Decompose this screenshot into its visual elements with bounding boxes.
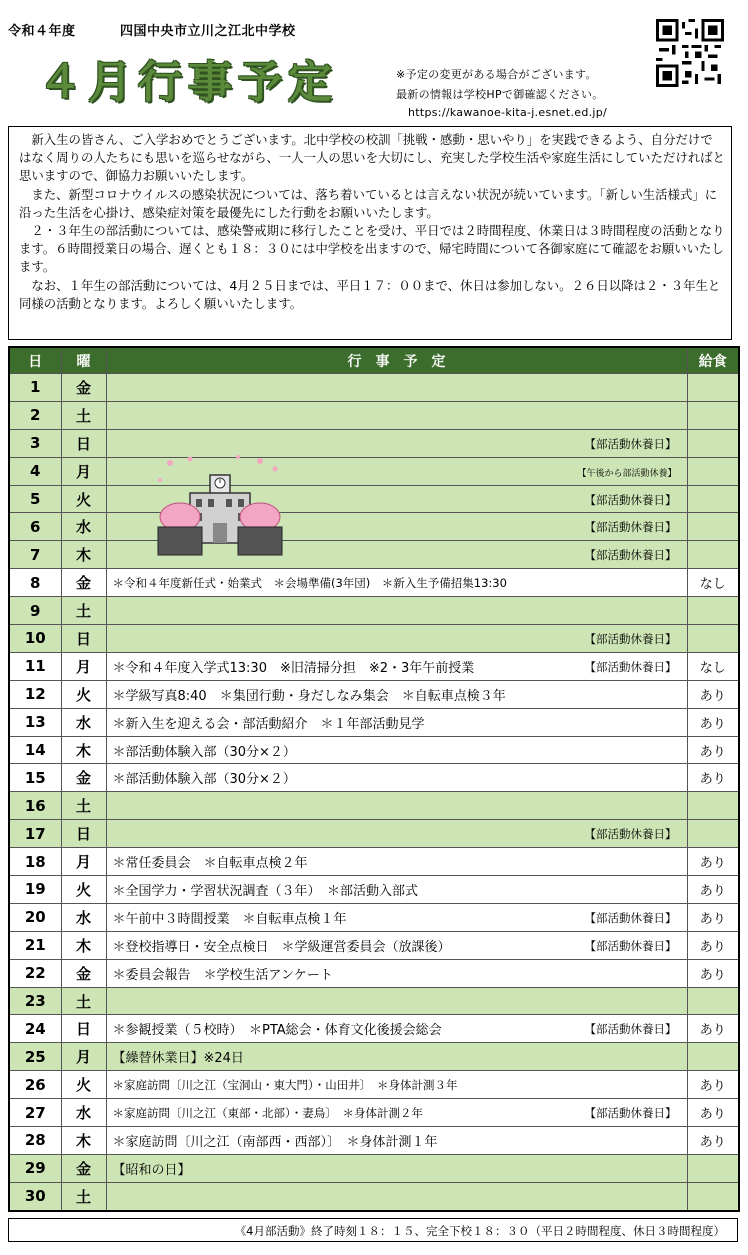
day-cell: 10 (9, 625, 61, 653)
event-cell (106, 429, 687, 457)
table-row (9, 680, 739, 708)
event-text: ＊常任委員会 ＊自転車点検２年 (112, 856, 308, 872)
day-cell: 19 (9, 876, 61, 904)
weekday-cell: 金 (61, 959, 106, 987)
qr-code-icon[interactable] (656, 19, 724, 87)
event-cell (106, 1154, 687, 1182)
event-cell (106, 1015, 687, 1043)
weekday-cell: 水 (61, 1099, 106, 1127)
header-note-1: ※予定の変更がある場合がございます。 (396, 68, 597, 81)
table-row (9, 848, 739, 876)
weekday-cell: 土 (61, 792, 106, 820)
header-url[interactable]: https://kawanoe-kita-j.esnet.ed.jp/ (408, 106, 608, 119)
weekday-cell: 金 (61, 764, 106, 792)
weekday-cell: 火 (61, 1071, 106, 1099)
weekday-cell: 水 (61, 903, 106, 931)
table-row (9, 597, 739, 625)
event-cell (106, 792, 687, 820)
event-text: 【昭和の日】 (112, 1162, 191, 1178)
schedule-table (8, 346, 740, 1212)
event-cell (106, 987, 687, 1015)
day-cell: 17 (9, 820, 61, 848)
header-year: 令和４年度 (8, 24, 76, 39)
school-building-illustration (150, 455, 290, 565)
club-rest-label: 【部活動休養日】 (584, 436, 677, 451)
intro-paragraph: ２・３年生の部活動については、感染警戒期に移行したことを受け、平日では２時間程度、休業日は３時間程度の活動となります。６時間授業日の場合、遅くとも１８：３０には中学校を出ますので、帰宅時間について各御家庭にて確認をお願いいたします。 (19, 223, 725, 275)
day-cell: 15 (9, 764, 61, 792)
event-text: ＊家庭訪問〔川之江（東部・北部）・妻鳥〕 ＊身体計測２年 (112, 1105, 423, 1120)
weekday-cell: 木 (61, 541, 106, 569)
event-cell (106, 680, 687, 708)
lunch-cell (687, 1043, 739, 1071)
lunch-cell: あり (687, 848, 739, 876)
header-note-2: 最新の情報は学校HPで御確認ください。 (396, 88, 604, 101)
weekday-cell: 金 (61, 1154, 106, 1182)
lunch-cell (687, 1182, 739, 1210)
event-text: 【繰替休業日】※24日 (112, 1051, 244, 1067)
day-cell: 13 (9, 708, 61, 736)
lunch-cell: あり (687, 1071, 739, 1099)
header-day: 日 (9, 347, 61, 374)
day-cell: 8 (9, 569, 61, 597)
lunch-cell: あり (687, 931, 739, 959)
day-cell: 16 (9, 792, 61, 820)
weekday-cell: 土 (61, 401, 106, 429)
weekday-cell: 水 (61, 708, 106, 736)
weekday-cell: 木 (61, 1127, 106, 1155)
weekday-cell: 金 (61, 374, 106, 402)
day-cell: 1 (9, 374, 61, 402)
club-rest-label: 【部活動休養日】 (584, 910, 677, 925)
day-cell: 12 (9, 680, 61, 708)
table-row (9, 1015, 739, 1043)
intro-paragraph: なお、１年生の部活動については、4月２５日までは、平日１７：００まで、休日は参加しない。２６日以降は２・３年生と同様の活動となります。よろしく願いいたします。 (19, 277, 721, 311)
lunch-cell (687, 987, 739, 1015)
table-row (9, 959, 739, 987)
event-text: ＊令和４年度入学式13:30 ※旧清掃分担 ※2・3年午前授業 (112, 660, 475, 676)
event-text: ＊委員会報告 ＊学校生活アンケート (112, 967, 333, 983)
day-cell: 24 (9, 1015, 61, 1043)
day-cell: 28 (9, 1127, 61, 1155)
event-cell (106, 1127, 687, 1155)
table-row (9, 374, 739, 402)
club-rest-label: 【部活動休養日】 (584, 492, 677, 507)
footer-club-note: 《4月部活動》終了時刻１８：１５、完全下校１８：３０（平日２時間程度、休日３時間程度） (8, 1218, 738, 1242)
event-text: ＊部活動体験入部（30分×２） (112, 744, 296, 760)
table-row (9, 931, 739, 959)
event-cell (106, 569, 687, 597)
lunch-cell: あり (687, 736, 739, 764)
lunch-cell (687, 401, 739, 429)
table-row (9, 903, 739, 931)
club-rest-label: 【部活動休養日】 (584, 1106, 677, 1121)
day-cell: 27 (9, 1099, 61, 1127)
event-cell (106, 652, 687, 680)
day-cell: 11 (9, 652, 61, 680)
weekday-cell: 土 (61, 1182, 106, 1210)
weekday-cell: 火 (61, 485, 106, 513)
lunch-cell (687, 792, 739, 820)
weekday-cell: 木 (61, 931, 106, 959)
table-row (9, 708, 739, 736)
weekday-cell: 月 (61, 1043, 106, 1071)
day-cell: 5 (9, 485, 61, 513)
club-rest-label: 【部活動休養日】 (584, 632, 677, 647)
lunch-cell: あり (687, 1015, 739, 1043)
day-cell: 29 (9, 1154, 61, 1182)
day-cell: 22 (9, 959, 61, 987)
table-row (9, 764, 739, 792)
lunch-cell: あり (687, 959, 739, 987)
day-cell: 25 (9, 1043, 61, 1071)
lunch-cell: あり (687, 876, 739, 904)
table-row (9, 1182, 739, 1210)
table-row (9, 820, 739, 848)
table-row (9, 876, 739, 904)
event-cell (106, 931, 687, 959)
table-row (9, 736, 739, 764)
table-row (9, 541, 739, 569)
event-cell (106, 876, 687, 904)
event-text: ＊家庭訪問〔川之江（南部西・西部）〕 ＊身体計測１年 (112, 1134, 438, 1150)
table-row (9, 401, 739, 429)
event-text: ＊部活動体験入部（30分×２） (112, 772, 296, 788)
event-cell (106, 959, 687, 987)
lunch-cell: あり (687, 708, 739, 736)
day-cell: 14 (9, 736, 61, 764)
lunch-cell: なし (687, 569, 739, 597)
lunch-cell: なし (687, 652, 739, 680)
table-row (9, 1099, 739, 1127)
page-title: ４月行事予定 (38, 57, 338, 108)
lunch-cell: あり (687, 680, 739, 708)
table-header-row (9, 347, 739, 374)
table-row (9, 1127, 739, 1155)
event-cell (106, 625, 687, 653)
event-cell (106, 903, 687, 931)
day-cell: 21 (9, 931, 61, 959)
day-cell: 18 (9, 848, 61, 876)
lunch-cell (687, 541, 739, 569)
club-rest-label: 【部活動休養日】 (584, 548, 677, 563)
lunch-cell: あり (687, 764, 739, 792)
weekday-cell: 木 (61, 736, 106, 764)
lunch-cell (687, 457, 739, 485)
event-cell (106, 1071, 687, 1099)
header-events: 行 事 予 定 (106, 347, 687, 374)
event-cell (106, 708, 687, 736)
table-row (9, 987, 739, 1015)
weekday-cell: 月 (61, 848, 106, 876)
table-row (9, 569, 739, 597)
table-row (9, 485, 739, 513)
table-row (9, 1071, 739, 1099)
day-cell: 26 (9, 1071, 61, 1099)
event-text: ＊学級写真8:40 ＊集団行動・身だしなみ集会 ＊自転車点検３年 (112, 688, 506, 704)
event-cell (106, 401, 687, 429)
lunch-cell (687, 597, 739, 625)
weekday-cell: 日 (61, 429, 106, 457)
weekday-cell: 土 (61, 987, 106, 1015)
intro-paragraph: 新入生の皆さん、ご入学おめでとうございます。北中学校の校訓「挑戦・感動・思いやり」を実践できるよう、自分だけではなく周りの人たちにも思いを巡らせながら、一人一人の思いを大切にし、充実した学校生活や家庭生活にしていただければと思いますので、御協力お願いいたします。 (19, 132, 725, 184)
weekday-cell: 水 (61, 513, 106, 541)
table-row (9, 429, 739, 457)
header-lunch: 給食 (687, 347, 739, 374)
event-text: ＊午前中３時間授業 ＊自転車点検１年 (112, 911, 347, 927)
intro-message (8, 126, 732, 340)
day-cell: 7 (9, 541, 61, 569)
day-cell: 2 (9, 401, 61, 429)
weekday-cell: 土 (61, 597, 106, 625)
day-cell: 6 (9, 513, 61, 541)
day-cell: 3 (9, 429, 61, 457)
table-row (9, 792, 739, 820)
event-cell (106, 820, 687, 848)
club-rest-label: 【部活動休養日】 (584, 659, 677, 674)
day-cell: 30 (9, 1182, 61, 1210)
event-text: ＊令和４年度新任式・始業式 ＊会場準備(3年団) ＊新入生予備招集13:30 (112, 575, 507, 590)
lunch-cell (687, 485, 739, 513)
table-row (9, 513, 739, 541)
event-cell (106, 374, 687, 402)
table-row (9, 652, 739, 680)
weekday-cell: 月 (61, 652, 106, 680)
lunch-cell (687, 820, 739, 848)
table-row (9, 457, 739, 485)
day-cell: 4 (9, 457, 61, 485)
club-rest-label: 【部活動休養日】 (584, 520, 677, 535)
weekday-cell: 日 (61, 1015, 106, 1043)
event-text: ＊登校指導日・安全点検日 ＊学級運営委員会（放課後） (112, 939, 451, 955)
lunch-cell (687, 625, 739, 653)
lunch-cell (687, 374, 739, 402)
header-dow: 曜 (61, 347, 106, 374)
lunch-cell (687, 1154, 739, 1182)
weekday-cell: 火 (61, 680, 106, 708)
lunch-cell: あり (687, 1099, 739, 1127)
event-text: ＊新入生を迎える会・部活動紹介 ＊１年部活動見学 (112, 716, 425, 732)
club-rest-label: 【部活動休養日】 (584, 938, 677, 953)
event-cell (106, 1043, 687, 1071)
event-cell (106, 597, 687, 625)
event-cell (106, 1182, 687, 1210)
club-rest-label: 【午後から部活動休養】 (577, 468, 677, 479)
event-text: ＊参観授業（５校時） ＊PTA総会・体育文化後援会総会 (112, 1023, 442, 1039)
table-row (9, 1043, 739, 1071)
club-rest-label: 【部活動休養日】 (584, 827, 677, 842)
day-cell: 20 (9, 903, 61, 931)
event-cell (106, 736, 687, 764)
lunch-cell (687, 429, 739, 457)
event-cell (106, 1099, 687, 1127)
weekday-cell: 火 (61, 876, 106, 904)
table-row (9, 625, 739, 653)
lunch-cell: あり (687, 903, 739, 931)
event-cell (106, 764, 687, 792)
intro-paragraph: また、新型コロナウイルスの感染状況については、落ち着いているとは言えない状況が続いています。「新しい生活様式」に沿った生活を心掛け、感染症対策を最優先にした行動をお願いいたします。 (19, 186, 718, 220)
weekday-cell: 月 (61, 457, 106, 485)
weekday-cell: 金 (61, 569, 106, 597)
table-row (9, 1154, 739, 1182)
day-cell: 9 (9, 597, 61, 625)
day-cell: 23 (9, 987, 61, 1015)
weekday-cell: 日 (61, 625, 106, 653)
event-text: ＊全国学力・学習状況調査（３年） ＊部活動入部式 (112, 883, 419, 899)
event-cell (106, 848, 687, 876)
event-text: ＊家庭訪問〔川之江（宝洞山・東大門）・山田井〕 ＊身体計測３年 (112, 1077, 458, 1092)
lunch-cell (687, 513, 739, 541)
lunch-cell: あり (687, 1127, 739, 1155)
club-rest-label: 【部活動休養日】 (584, 1022, 677, 1037)
weekday-cell: 日 (61, 820, 106, 848)
header-school: 四国中央市立川之江北中学校 (120, 24, 296, 39)
